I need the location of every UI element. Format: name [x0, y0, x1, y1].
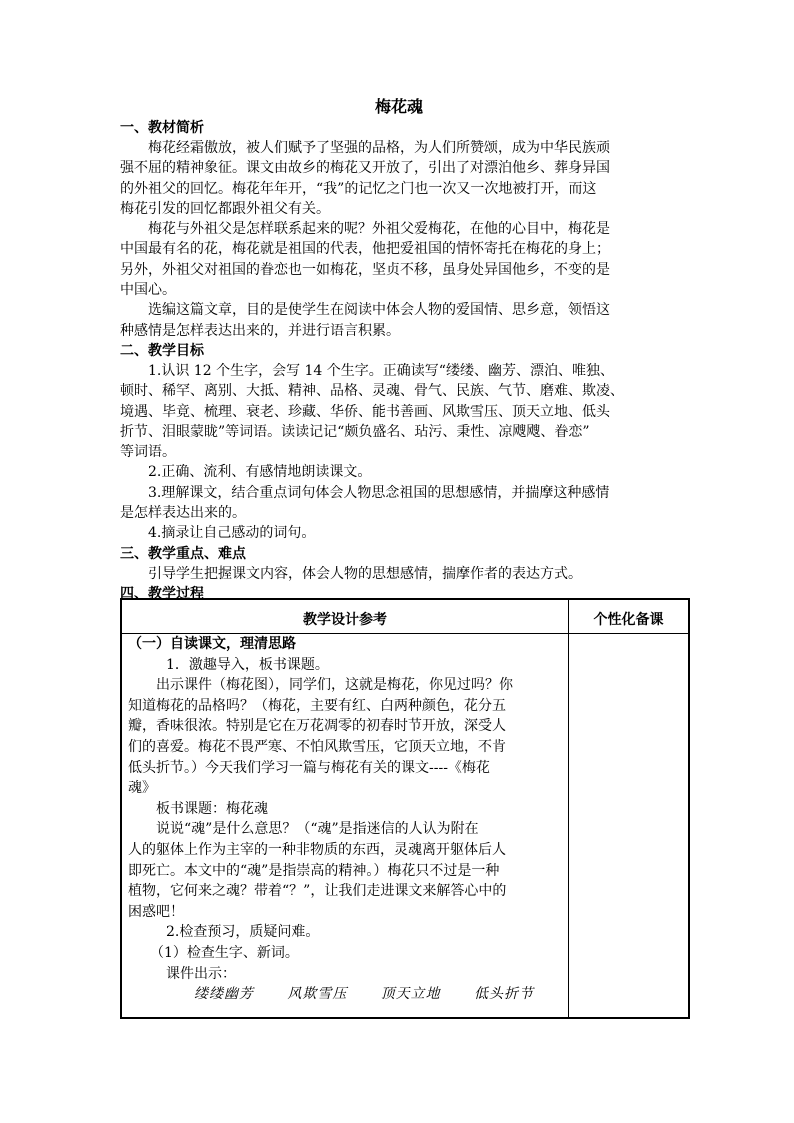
table-header-row	[121, 599, 689, 634]
text-line: 出示课件（梅花图），同学们，这就是梅花，你见过吗？你	[156, 677, 513, 694]
courseware-label: 课件出示：	[166, 965, 236, 982]
vocab-item: 低头折节	[473, 986, 534, 1003]
text-line: 魂》	[128, 780, 156, 797]
step-2: 2.检查预习，质疑问难。	[166, 924, 320, 941]
text-line: 梅花引发的回忆都跟外祖父有关。	[120, 200, 330, 217]
intro-paragraph	[128, 675, 564, 696]
analysis-paragraph-1	[120, 138, 690, 219]
sub-heading: （一）自读课文，理清思路	[128, 636, 296, 652]
text-line: 中国心。	[120, 282, 176, 299]
section-heading-goals: 二、教学目标	[120, 342, 204, 359]
text-line: 种感情是怎样表达出来的，并进行语言积累。	[120, 322, 400, 339]
goal-2	[120, 462, 690, 482]
text-line: 引导学生把握课文内容，体会人物的思想感情，揣摩作者的表达方式。	[148, 565, 582, 582]
text-line: 知道梅花的品格吗？（梅花，主要有红、白两种颜色，花分五	[128, 697, 506, 714]
text-line: 植物，它何来之魂？带着“？”，让我们走进课文来解答心中的	[128, 883, 507, 900]
section-heading-analysis: 一、教材简析	[120, 120, 204, 136]
text-line: 1.认识 12 个生字，会写 14 个生字。正确读写“缕缕、幽芳、漂泊、唯独、	[148, 362, 614, 379]
text-line: 即死亡。本文中的“魂”是指崇高的精神。）梅花只不过是一种	[128, 862, 500, 879]
text-line: 中国最有名的花，梅花就是祖国的代表，他把爱祖国的情怀寄托在梅花的身上；	[120, 241, 610, 258]
step-2-1: （1）检查生字、新词。	[150, 944, 299, 961]
document-page	[120, 96, 690, 604]
text-line: 低头折节。）今天我们学习一篇与梅花有关的课文----《梅花	[128, 759, 490, 776]
board-title: 板书课题：梅花魂	[156, 800, 268, 817]
text-line: 瓣，香味很浓。特别是它在万花凋零的初春时节开放，深受人	[128, 718, 506, 735]
text-line: 2.正确、流利、有感情地朗读课文。	[148, 464, 372, 481]
analysis-paragraph-3	[120, 300, 690, 341]
text-line: 4.摘录让自己感动的词句。	[148, 525, 316, 542]
column-header-design: 教学设计参考	[121, 599, 569, 634]
table-row	[121, 634, 689, 1019]
text-line: 困惑吧！	[128, 903, 184, 920]
goal-4	[120, 523, 690, 543]
goal-1	[120, 361, 690, 462]
text-line: 3.理解课文，结合重点词句体会人物思念祖国的思想感情，并揣摩这种感情	[148, 484, 610, 501]
focus-paragraph	[120, 564, 690, 584]
text-line: 说说“魂”是什么意思？（“魂”是指迷信的人认为附在	[156, 821, 479, 838]
teaching-process-table	[120, 598, 690, 1019]
text-line: 等词语。	[120, 444, 176, 461]
text-line: 梅花与外祖父是怎样联系起来的呢？外祖父爱梅花，在他的心目中，梅花是	[148, 221, 610, 238]
step-1: 1．激趣导入，板书课题。	[166, 656, 329, 673]
text-line: 的外祖父的回忆。梅花年年开，“我”的记忆之门也一次又一次地被打开，而这	[120, 180, 597, 197]
personal-notes-cell[interactable]	[569, 634, 690, 1019]
vocab-item: 顶天立地	[380, 986, 441, 1003]
text-line: 们的喜爱。梅花不畏严寒、不怕风欺雪压，它顶天立地，不肯	[128, 738, 506, 755]
page-title: 梅花魂	[374, 97, 423, 116]
vocab-item: 缕缕幽芳	[194, 986, 254, 1003]
text-line: 境遇、毕竟、梳理、衰老、珍藏、华侨、能书善画、风欺雪压、顶天立地、低头	[120, 403, 610, 420]
analysis-paragraph-2	[120, 219, 690, 300]
vocab-item: 风欺雪压	[287, 986, 348, 1003]
text-line: 人的躯体上作为主宰的一种非物质的东西，灵魂离开躯体后人	[128, 841, 506, 858]
text-line: 顿时、稀罕、离别、大抵、精神、品格、灵魂、骨气、民族、气节、磨难、欺凌、	[120, 383, 624, 400]
goal-3	[120, 483, 690, 524]
column-header-personal: 个性化备课	[569, 599, 690, 634]
text-line: 梅花经霜傲放，被人们赋予了坚强的品格，为人们所赞颂，成为中华民族顽	[148, 140, 610, 156]
text-line: 是怎样表达出来的。	[120, 505, 246, 522]
text-line: 强不屈的精神象征。课文由故乡的梅花又开放了，引出了对漂泊他乡、葬身异国	[120, 160, 610, 177]
design-cell	[121, 634, 569, 1019]
text-line: 折节、泪眼蒙眬”等词语。读读记记“颇负盛名、玷污、秉性、凉飕飕、眷恋”	[120, 423, 590, 440]
vocabulary-list	[128, 984, 564, 1005]
text-line: 选编这篇文章，目的是使学生在阅读中体会人物的爱国情、思乡意，领悟这	[148, 302, 610, 319]
section-heading-process: 四、教学过程	[120, 585, 204, 602]
section-heading-focus: 三、教学重点、难点	[120, 545, 246, 562]
text-line: 另外，外祖父对祖国的眷恋也一如梅花，坚贞不移，虽身处异国他乡，不变的是	[120, 261, 610, 278]
